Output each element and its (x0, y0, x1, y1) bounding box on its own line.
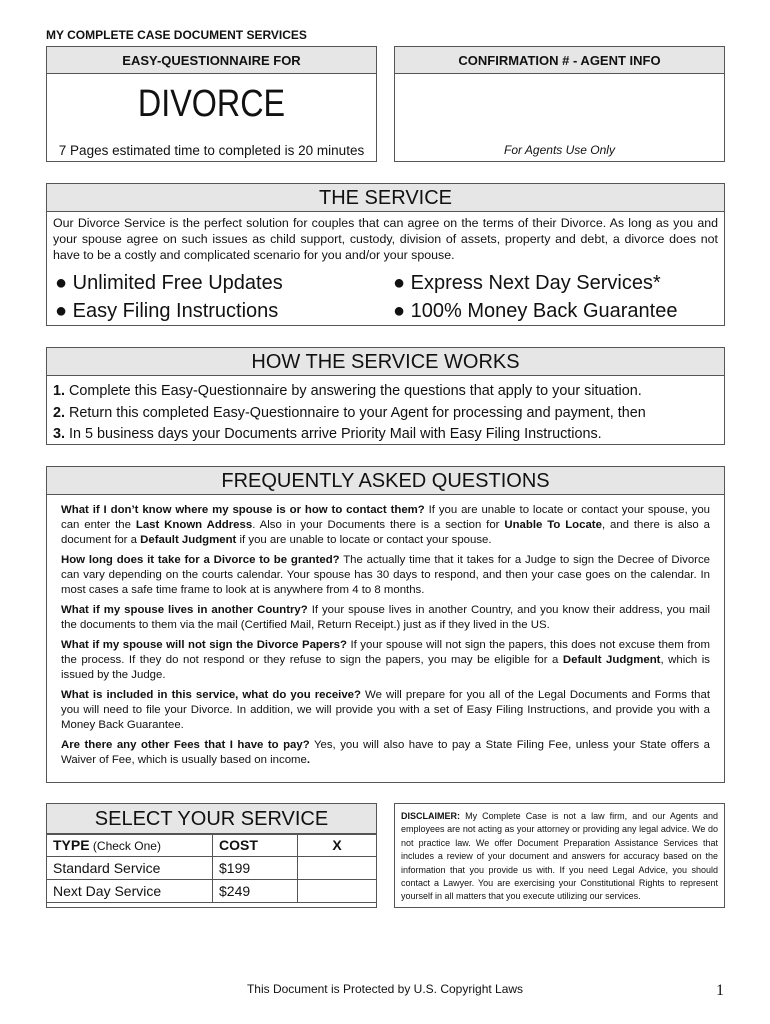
faq-item: Are there any other Fees that I have to pay? Yes, you will also have to pay a State Filing Fee, unless your State offers a Waiver of Fee, which is usually based on income. (61, 739, 710, 766)
col-type: TYPE (Check One) (47, 834, 213, 857)
step-2: 2. Return this completed Easy-Questionnaire to your Agent for processing and payment, then (53, 404, 646, 421)
questionnaire-subtitle: 7 Pages estimated time to completed is 20 minutes (58, 143, 365, 158)
disclaimer-text: DISCLAIMER: My Complete Case is not a law firm, and our Agents and employees are not acting as your attorney or providing any legal advice. We do not practice law. We offer Document Preparation Assistance Services that includes a review of your document and answers for accuracy based on the information that you provide us with. If you need Legal Advice, you should contact a Lawyer. You are exercising your Constitutional Rights to represent yourself in all matters that you execute utilizing our services. (401, 811, 718, 902)
bullet-money-back: ● 100% Money Back Guarantee (393, 300, 678, 322)
how-it-works-header: HOW THE SERVICE WORKS (47, 348, 724, 376)
faq-item: How long does it take for a Divorce to be granted? The actually time that it takes for a Judge to sign the Decree of Divorce can vary depending on the courts calendar. Your spouse has 30 days to respond, and then your case goes on the calendar. In most cases a safe time frame to look at is anywhere from 4 to 8 months. (61, 554, 710, 596)
agent-note: For Agents Use Only (504, 143, 615, 157)
select-checkbox-next-day[interactable] (298, 880, 377, 903)
bullet-easy-filing: ● Easy Filing Instructions (55, 300, 279, 322)
service-box (46, 183, 725, 326)
faq-item: What if I don’t know where my spouse is or how to contact them? If you are unable to locate or contact your spouse, you can enter the Last Known Address. Also in your Documents there is a section for Unable To Locate, and there is also a document for a Default Judgment if you are unable to locate or contact your spouse. (61, 504, 710, 546)
faq-list (61, 503, 710, 773)
select-service-header: SELECT YOUR SERVICE (47, 804, 376, 835)
divorce-title: DIVORCE (137, 83, 286, 125)
confirmation-header: CONFIRMATION # - AGENT INFO (395, 47, 724, 74)
questionnaire-header: EASY-QUESTIONNAIRE FOR (47, 47, 376, 74)
questionnaire-box (46, 46, 377, 162)
faq-item: What is included in this service, what do you receive? We will prepare for you all of the Legal Documents and Forms that you will need to file your Divorce. In addition, we will provide you with a set of Easy Filing Instructions, and provide you with a Money Back Guarantee. (61, 689, 710, 731)
service-table (46, 833, 377, 903)
service-description: Our Divorce Service is the perfect solution for couples that can agree on the terms of their Divorce. As long as you and your spouse agree on such issues as child support, custody, division of assets, property and debt, a divorce does not have to be a costly and complicated scenario for you and/or your spouse. (53, 216, 718, 262)
table-row (47, 880, 377, 903)
step-3: 3. In 5 business days your Documents arrive Priority Mail with Easy Filing Instructions. (53, 426, 602, 442)
table-header-row (47, 834, 377, 857)
bullet-unlimited-updates: ● Unlimited Free Updates (55, 272, 283, 294)
company-title: MY COMPLETE CASE DOCUMENT SERVICES (46, 28, 307, 42)
step-1: 1. Complete this Easy-Questionnaire by answering the questions that apply to your situation. (53, 383, 642, 399)
how-it-works-box (46, 347, 725, 445)
table-row (47, 857, 377, 880)
col-x: X (298, 834, 377, 857)
service-header: THE SERVICE (47, 184, 724, 212)
faq-header: FREQUENTLY ASKED QUESTIONS (47, 467, 724, 495)
page-number: 1 (716, 982, 724, 999)
bullet-express-next-day: ● Express Next Day Services* (393, 272, 661, 294)
copyright-notice: This Document is Protected by U.S. Copyright Laws (246, 982, 524, 996)
disclaimer-box (394, 803, 725, 908)
service-cost: $249 (213, 880, 298, 903)
select-checkbox-standard[interactable] (298, 857, 377, 880)
faq-box (46, 466, 725, 783)
steps-list (53, 381, 646, 446)
confirmation-box (394, 46, 725, 162)
service-type: Next Day Service (47, 880, 213, 903)
service-cost: $199 (213, 857, 298, 880)
col-cost: COST (213, 834, 298, 857)
faq-item: What if my spouse will not sign the Divorce Papers? If your spouse will not sign the papers, this does not excuse them from the process. If they do not respond or they refuse to sign the papers, you may be eligible for a Default Judgment, which is issued by the Judge. (61, 639, 711, 681)
faq-item: What if my spouse lives in another Country? If your spouse lives in another Country, and you know their address, you mail the documents to them via the mail (Certified Mail, Return Receipt.) just as if they lived in the US. (61, 604, 710, 631)
service-type: Standard Service (47, 857, 213, 880)
